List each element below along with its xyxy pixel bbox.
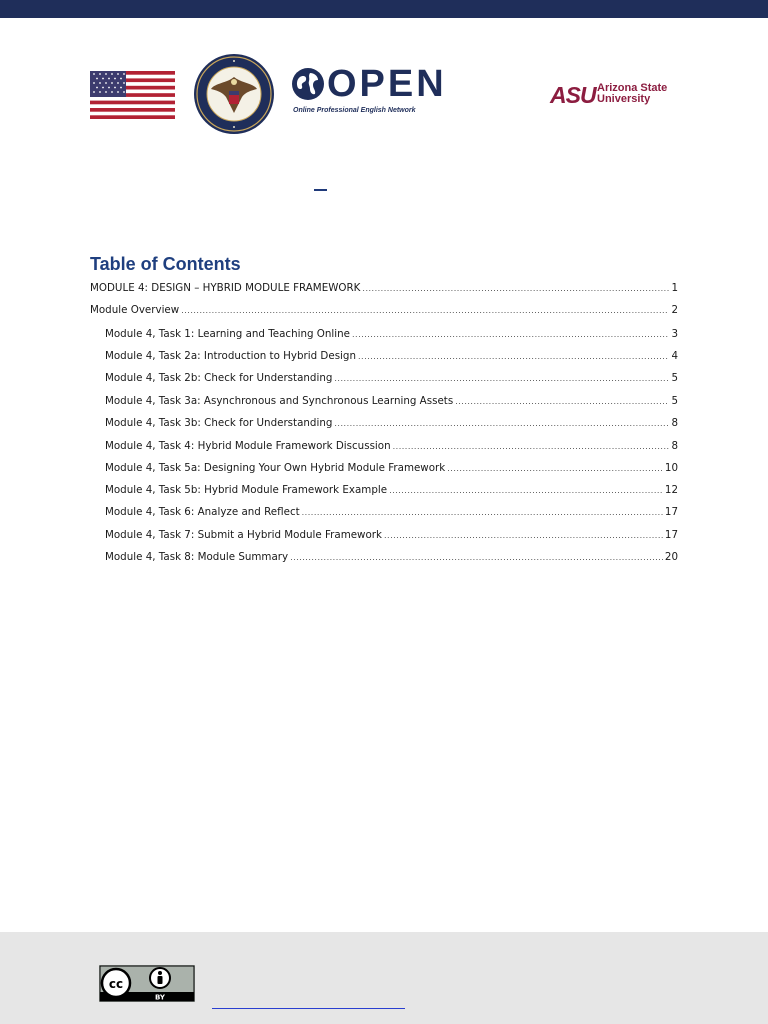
toc-entry-page: 5 <box>671 372 678 384</box>
toc-entry[interactable] <box>105 438 678 454</box>
open-logo <box>291 63 447 119</box>
toc-entry-page: 20 <box>664 551 678 563</box>
asu-logo-mark: ASU <box>550 82 596 108</box>
cc-by-icon[interactable] <box>99 965 195 1002</box>
toc-entry-text: Module 4, Task 3b: Check for Understanding <box>105 417 333 429</box>
toc-entry-text: Module 4, Task 2a: Introduction to Hybrid Design <box>105 350 356 362</box>
toc-entry-page: 10 <box>664 462 678 474</box>
toc-dot-leader <box>447 461 663 477</box>
title-dash <box>314 189 327 191</box>
toc-entry[interactable] <box>90 302 678 318</box>
toc-entry-page: 1 <box>671 282 678 294</box>
toc-entry[interactable] <box>90 280 678 296</box>
asu-logo <box>550 82 670 110</box>
toc-entry-text: Module 4, Task 6: Analyze and Reflect <box>105 506 300 518</box>
toc-title: Table of Contents <box>90 254 241 274</box>
toc-dot-leader <box>334 416 669 432</box>
open-logo-subtitle: Online Professional English Network <box>293 107 416 114</box>
toc-entry-text: Module 4, Task 8: Module Summary <box>105 551 289 563</box>
toc-entry[interactable] <box>105 549 678 565</box>
toc-entry-text: Module 4, Task 2b: Check for Understanding <box>105 372 333 384</box>
toc-entry-text: Module 4, Task 3a: Asynchronous and Synchronous Learning Assets <box>105 395 454 407</box>
us-flag-icon <box>90 71 175 119</box>
toc-entry[interactable] <box>105 460 678 476</box>
toc-entry[interactable] <box>105 415 678 431</box>
toc-entry-page: 17 <box>664 506 678 518</box>
asu-name-line1: Arizona State <box>597 82 668 94</box>
toc-dot-leader <box>384 528 663 544</box>
toc-entry-page: 5 <box>671 395 678 407</box>
toc-entry-text: MODULE 4: DESIGN – HYBRID MODULE FRAMEWORK <box>90 282 361 294</box>
license-link-underline[interactable] <box>212 1008 405 1009</box>
toc-entry-text: Module 4, Task 4: Hybrid Module Framework Discussion <box>105 440 391 452</box>
toc-dot-leader <box>181 303 669 319</box>
toc-entry-page: 17 <box>664 529 678 541</box>
toc-dot-leader <box>358 349 669 365</box>
globe-icon <box>291 67 325 101</box>
toc-dot-leader <box>362 281 669 297</box>
toc-entry-page: 3 <box>671 328 678 340</box>
toc-dot-leader <box>389 483 663 499</box>
toc-entry-page: 8 <box>671 440 678 452</box>
toc-entry-text: Module 4, Task 5b: Hybrid Module Framework Example <box>105 484 388 496</box>
toc-entry-page: 2 <box>671 304 678 316</box>
toc-dot-leader <box>352 327 669 343</box>
cc-by-label: BY <box>154 993 166 1002</box>
toc-entry-text: Module Overview <box>90 304 180 316</box>
toc-dot-leader <box>290 550 663 566</box>
toc-entry-text: Module 4, Task 5a: Designing Your Own Hybrid Module Framework <box>105 462 446 474</box>
open-logo-word: OPEN <box>327 63 447 105</box>
toc-dot-leader <box>455 394 669 410</box>
toc-entry[interactable] <box>105 348 678 364</box>
toc-entry[interactable] <box>105 504 678 520</box>
toc-entry-text: Module 4, Task 7: Submit a Hybrid Module Framework <box>105 529 382 541</box>
header-bar <box>0 0 768 18</box>
toc-entry[interactable] <box>105 370 678 386</box>
toc-entry[interactable] <box>105 527 678 543</box>
asu-logo-name <box>597 83 667 105</box>
toc-dot-leader <box>393 439 670 455</box>
toc-entry-page: 8 <box>671 417 678 429</box>
toc-entry-text: Module 4, Task 1: Learning and Teaching Online <box>105 328 351 340</box>
department-of-state-seal-icon <box>193 53 275 135</box>
toc-entry[interactable] <box>105 393 678 409</box>
toc-dot-leader <box>302 505 663 521</box>
toc-entry-page: 4 <box>671 350 678 362</box>
asu-name-line2: University <box>597 93 651 105</box>
toc-entry[interactable] <box>105 482 678 498</box>
svg-text:cc: cc <box>108 977 124 991</box>
toc-dot-leader <box>334 371 669 387</box>
toc-entry-page: 12 <box>664 484 678 496</box>
toc-entry[interactable] <box>105 326 678 342</box>
